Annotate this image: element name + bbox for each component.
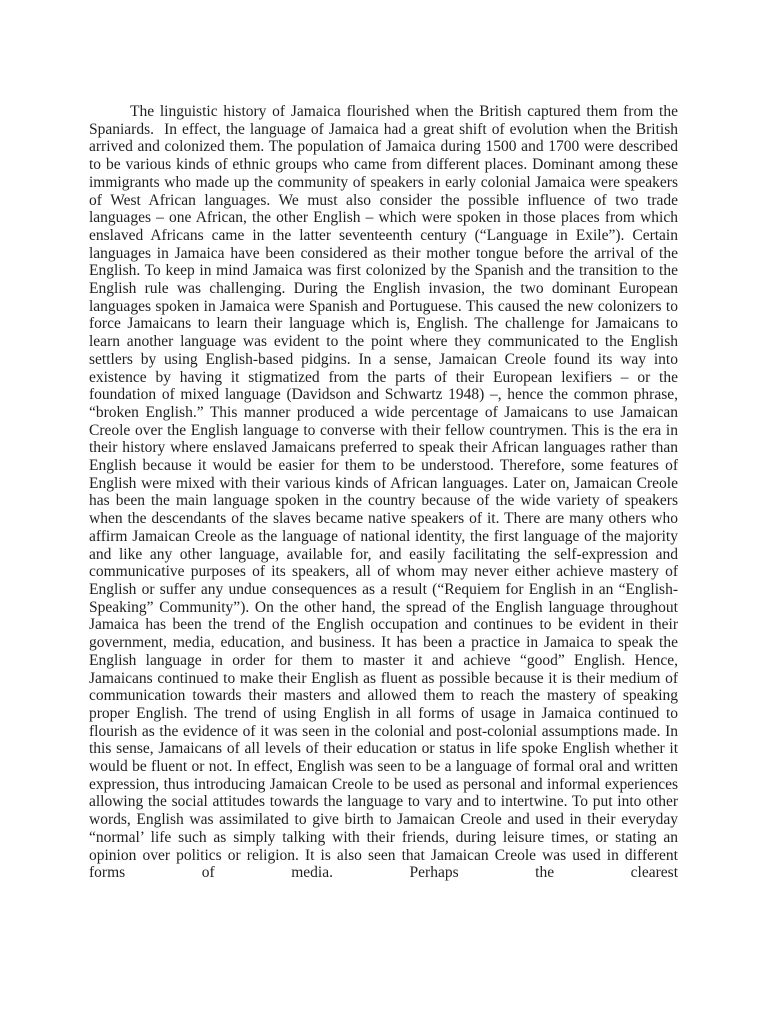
essay-paragraph: The linguistic history of Jamaica flourished when the British captured them from the Spaniards. In effect, the language of Jamaica had a great shift of evolution when the British arrived and colonized them. The population of Jamaica during 1500 and 1700 were described to be various kinds of ethnic groups who came from different places. Dominant among these immigrants who made up the community of speakers in early colonial Jamaica were speakers of West African languages. We must also consider the possible influence of two trade languages – one African, the other English – which were spoken in those places from which enslaved Africans came in the latter seventeenth century (“Language in Exile”). Certain languages in Jamaica have been considered as their mother tongue before the arrival of the English. To keep in mind Jamaica was first colonized by the Spanish and the transition to the English rule was challenging. During the English invasion, the two dominant European languages spoken in Jamaica were Spanish and Portuguese. This caused the new colonizers to force Jamaicans to learn their language which is, English. The challenge for Jamaicans to learn another language was evident to the point where they communicated to the English settlers by using English-based pidgins. In a sense, Jamaican Creole found its way into existence by having it stigmatized from the parts of their European lexifiers – or the foundation of mixed language (Davidson and Schwartz 1948) –, hence the common phrase, “broken English.” This manner produced a wide percentage of Jamaicans to use Jamaican Creole over the English language to converse with their fellow countrymen. This is the era in their history where enslaved Jamaicans preferred to speak their African languages rather than English because it would be easier for them to be understood. Therefore, some features of English were mixed with their various kinds of African languages. Later on, Jamaican Creole has been the main language spoken in the country because of the wide variety of speakers when the descendants of the slaves became native speakers of it. There are many others who affirm Jamaican Creole as the language of national identity, the first language of the majority and like any other language, available for, and easily facilitating the self-expression and communicative purposes of its speakers, all of whom may never either achieve mastery of English or suffer any undue consequences as a result (“Requiem for English in an “English-Speaking” Community”). On the other hand, the spread of the English language throughout Jamaica has been the trend of the English occupation and continues to be evident in their government, media, education, and business. It has been a practice in Jamaica to speak the English language in order for them to master it and achieve “good” English. Hence, Jamaicans continued to make their English as fluent as possible because it is their medium of communication towards their masters and allowed them to reach the mastery of speaking proper English. The trend of using English in all forms of usage in Jamaica continued to flourish as the evidence of it was seen in the colonial and post-colonial assumptions made. In this sense, Jamaicans of all levels of their education or status in life spoke English whether it would be fluent or not. In effect, English was seen to be a language of formal oral and written expression, thus introducing Jamaican Creole to be used as personal and informal experiences allowing the social attitudes towards the language to vary and to intertwine. To put into other words, English was assimilated to give birth to Jamaican Creole and used in their everyday “normal’ life such as simply talking with their friends, during leisure times, or stating an opinion over politics or religion. It is also seen that Jamaican Creole was used in different forms of media. Perhaps the clearest	[89, 103, 678, 882]
